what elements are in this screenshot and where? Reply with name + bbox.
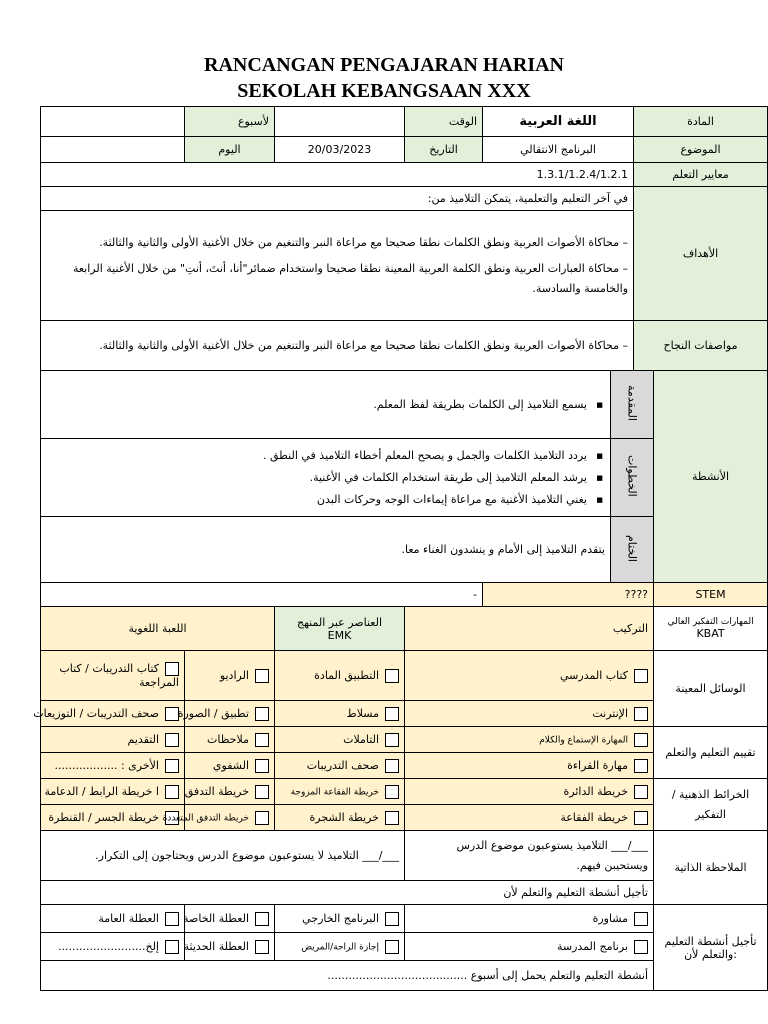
checkbox-icon[interactable] bbox=[385, 759, 399, 773]
aid-item-1[interactable] bbox=[405, 651, 654, 701]
aid-item-7[interactable] bbox=[177, 701, 275, 727]
kbat-col2-en: EMK bbox=[327, 628, 352, 642]
checkbox-icon[interactable] bbox=[165, 733, 179, 747]
map-item-4[interactable] bbox=[41, 779, 185, 805]
postpone-label-text: إلخ......................... bbox=[58, 939, 159, 953]
map-label-text: ا خريطة الرابط / الدعامة bbox=[44, 784, 159, 798]
checkbox-icon[interactable] bbox=[255, 912, 269, 926]
stem-value: ???? bbox=[483, 583, 654, 607]
info-blank-2 bbox=[41, 137, 185, 163]
time-value bbox=[275, 107, 405, 137]
checkbox-icon[interactable] bbox=[385, 785, 399, 799]
activity-side-steps: الخطوات bbox=[611, 439, 654, 517]
aid-label: صحف التدريبات / التوزيعات bbox=[33, 706, 159, 720]
assessment-item-5[interactable] bbox=[405, 753, 654, 779]
info-blank bbox=[41, 107, 185, 137]
date-value: 20/03/2023 bbox=[275, 137, 405, 163]
assessment-label-text: الأخرى : .................. bbox=[54, 758, 159, 772]
checkbox-icon[interactable] bbox=[255, 759, 269, 773]
stem-dash: - bbox=[41, 583, 483, 607]
checkbox-icon[interactable] bbox=[634, 912, 648, 926]
assessment-label: تقييم التعليم والتعلم bbox=[654, 727, 768, 779]
assessment-label-text: مهارة القراءة bbox=[567, 758, 629, 772]
week-label: لأسبوع bbox=[185, 107, 275, 137]
postpone-label-text: إجازة الراحة/المريض bbox=[301, 942, 379, 952]
kbat-label bbox=[654, 607, 768, 651]
map-label-text: خريطة الشجرة bbox=[309, 810, 379, 824]
postpone-label-text: العطلة الحديثة bbox=[183, 939, 249, 953]
checkbox-icon[interactable] bbox=[634, 669, 648, 683]
postpone-item-4[interactable] bbox=[41, 905, 185, 933]
activity-intro-item: ■ يسمع التلاميذ إلى الكلمات بطريقة لفظ المعلم. bbox=[46, 394, 587, 416]
activities-label: الأنشطة bbox=[654, 371, 768, 583]
assessment-label-text: المهارة الإستماع والكلام bbox=[539, 735, 629, 745]
postpone-item-5[interactable] bbox=[405, 933, 654, 961]
aid-label: الإنترنت bbox=[592, 706, 629, 720]
activity-closing: يتقدم التلاميذ إلى الأمام و ينشدون الغناء معا. bbox=[41, 517, 611, 583]
kbat-col2-ar: العناصر عبر المنهج bbox=[297, 615, 382, 629]
map-label-text: خريطة التدفق المتعددة bbox=[162, 813, 249, 823]
map-item-5[interactable] bbox=[405, 805, 654, 831]
postpone-label-text: البرنامج الخارجي bbox=[302, 911, 379, 925]
checkbox-icon[interactable] bbox=[165, 759, 179, 773]
postpone-item-1[interactable] bbox=[405, 905, 654, 933]
checkbox-icon[interactable] bbox=[634, 733, 648, 747]
map-label-text: خريطة الدائرة bbox=[563, 784, 629, 798]
lesson-plan-table bbox=[33, 106, 768, 991]
map-item-7[interactable] bbox=[162, 805, 275, 831]
checkbox-icon[interactable] bbox=[255, 785, 269, 799]
assessment-label-text: التاملات bbox=[343, 732, 379, 746]
learning-standard-value: 1.3.1/1.2.4/1.2.1 bbox=[41, 163, 634, 187]
reflection-postpone: تأجيل أنشطة التعليم والتعلم لأن bbox=[41, 881, 654, 905]
map-label-text: خريطة الفقاعة bbox=[560, 810, 629, 824]
map-item-2[interactable] bbox=[275, 779, 405, 805]
assessment-item-6[interactable] bbox=[275, 753, 405, 779]
assessment-item-8[interactable] bbox=[41, 753, 185, 779]
map-item-6[interactable] bbox=[275, 805, 405, 831]
aid-item-4[interactable] bbox=[41, 651, 185, 701]
map-label-text: خريطة الفقاعة المزوجة bbox=[290, 787, 379, 797]
reflection-label: الملاحظة الذاتية bbox=[654, 831, 768, 905]
postpone-item-3[interactable] bbox=[185, 905, 275, 933]
objective-item-1: – محاكاة الأصوات العربية ونطق الكلمات نطقا صحيحا مع مراعاة النبر والتنغيم من خلال الأغنية الأولى والثانية والثالثة. bbox=[99, 235, 629, 249]
kbat-label-en: KBAT bbox=[696, 627, 725, 640]
map-label-text: خريطة التدفق bbox=[184, 784, 249, 798]
maps-label: الخرائط الذهنية / التفكير bbox=[654, 779, 768, 831]
checkbox-icon[interactable] bbox=[385, 940, 399, 954]
kbat-col2 bbox=[275, 607, 405, 651]
topic-value: البرنامج الانتقالي bbox=[483, 137, 634, 163]
assessment-item-4[interactable] bbox=[41, 727, 185, 753]
aid-item-5[interactable] bbox=[405, 701, 654, 727]
subject-label: المادة bbox=[634, 107, 768, 137]
aid-label: مسلاط bbox=[346, 706, 379, 720]
checkbox-icon[interactable] bbox=[255, 811, 269, 825]
objectives-label: الأهداف bbox=[634, 187, 768, 321]
kbat-col3: اللعبة اللغوية bbox=[41, 607, 275, 651]
activity-step-2: ■ يرشد المعلم التلاميذ إلى طريقة استخدام الكلمات في الأغنية. bbox=[46, 467, 587, 489]
objective-item-2: – محاكاة العبارات العربية ونطق الكلمة العربية المعينة نطقا صحيحا واستخدام ضمائر"أنا، أنتَ، أنتِ" من خلال الأغنية الرابعة والخامسة والسادسة. bbox=[72, 261, 629, 295]
checkbox-icon[interactable] bbox=[634, 811, 648, 825]
postpone-item-6[interactable] bbox=[275, 933, 405, 961]
date-label: التاريخ bbox=[405, 137, 483, 163]
postpone-label-text: العطلة العامة bbox=[98, 911, 159, 925]
objectives-intro: في آخر التعليم والتعلمية، يتمكن التلاميذ من: bbox=[41, 187, 634, 211]
aid-item-3[interactable] bbox=[185, 651, 275, 701]
map-item-1[interactable] bbox=[405, 779, 654, 805]
checkbox-icon[interactable] bbox=[165, 662, 179, 676]
assessment-item-2[interactable] bbox=[275, 727, 405, 753]
learning-standard-label: معايير التعلم bbox=[634, 163, 768, 187]
assessment-item-1[interactable] bbox=[405, 727, 654, 753]
postpone-item-7[interactable] bbox=[185, 933, 275, 961]
postpone-label: تأجيل أنشطة التعليم والتعلم لأن: bbox=[654, 905, 768, 991]
aid-item-8[interactable] bbox=[33, 701, 185, 727]
reflection-right: ___/___ التلاميذ لا يستوعبون موضوع الدرس ويحتاجون إلى التكرار. bbox=[41, 831, 405, 881]
subject-value: اللغة العربية bbox=[483, 107, 634, 137]
success-criteria-label: مواصفات النجاح bbox=[634, 321, 768, 371]
success-criteria-text: – محاكاة الأصوات العربية ونطق الكلمات نطقا صحيحا مع مراعاة النبر والتنغيم من خلال الأغنية الأولى والثانية والثالثة. bbox=[41, 321, 634, 371]
checkbox-icon[interactable] bbox=[634, 707, 648, 721]
checkbox-icon[interactable] bbox=[165, 912, 179, 926]
checkbox-icon[interactable] bbox=[385, 811, 399, 825]
postpone-label-text: العطلة الخاصة bbox=[183, 911, 249, 925]
kbat-label-ar: المهارات التفكير العالي bbox=[667, 617, 754, 627]
aid-item-6[interactable] bbox=[275, 701, 405, 727]
activity-intro bbox=[41, 371, 611, 439]
postpone-label-text: برنامج المدرسة bbox=[557, 939, 629, 953]
checkbox-icon[interactable] bbox=[385, 912, 399, 926]
checkbox-icon[interactable] bbox=[634, 759, 648, 773]
topic-label: الموضوع bbox=[634, 137, 768, 163]
postpone-label-text: مشاورة bbox=[592, 911, 629, 925]
checkbox-icon[interactable] bbox=[634, 940, 648, 954]
activity-side-closing: الختام bbox=[611, 517, 654, 583]
activity-steps bbox=[41, 439, 611, 517]
checkbox-icon[interactable] bbox=[165, 785, 179, 799]
assessment-label-text: صحف التدريبات bbox=[306, 758, 379, 772]
checkbox-icon[interactable] bbox=[255, 669, 269, 683]
checkbox-icon[interactable] bbox=[255, 940, 269, 954]
postpone-item-8[interactable] bbox=[41, 933, 185, 961]
assessment-item-7[interactable] bbox=[185, 753, 275, 779]
aids-label: الوسائل المعينة bbox=[654, 651, 768, 727]
checkbox-icon[interactable] bbox=[634, 785, 648, 799]
assessment-label-text: التقديم bbox=[127, 732, 159, 746]
day-label: اليوم bbox=[185, 137, 275, 163]
document-title: RANCANGAN PENGAJARAN HARIAN bbox=[204, 54, 564, 76]
aid-label: التطبيق المادة bbox=[314, 668, 379, 682]
checkbox-icon[interactable] bbox=[385, 707, 399, 721]
stem-label: STEM bbox=[654, 583, 768, 607]
school-name: SEKOLAH KEBANGSAAN XXX bbox=[237, 80, 531, 102]
assessment-label-text: ملاحظات bbox=[207, 732, 249, 746]
postpone-footer: أنشطة التعليم والتعلم يحمل إلى أسبوع ........................................ bbox=[41, 961, 654, 991]
objectives-items bbox=[41, 211, 634, 321]
checkbox-icon[interactable] bbox=[385, 669, 399, 683]
assessment-item-3[interactable] bbox=[185, 727, 275, 753]
activity-step-3: ■ يغني التلاميذ الأغنية مع مراعاة إيماءات الوجه وحركات البدن bbox=[46, 489, 587, 511]
activity-step-1: ■ يردد التلاميذ الكلمات والجمل و يصحح المعلم أخطاء التلاميذ في النطق . bbox=[46, 445, 587, 467]
kbat-col1: التركيب bbox=[405, 607, 654, 651]
map-item-3[interactable] bbox=[185, 779, 275, 805]
checkbox-icon[interactable] bbox=[165, 940, 179, 954]
activity-side-intro: المقدمة bbox=[611, 371, 654, 439]
assessment-label-text: الشفوي bbox=[212, 758, 249, 772]
aid-label: الراديو bbox=[219, 668, 249, 682]
aid-label: كتاب المدرسي bbox=[560, 668, 629, 682]
checkbox-icon[interactable] bbox=[255, 707, 269, 721]
postpone-item-2[interactable] bbox=[275, 905, 405, 933]
checkbox-icon[interactable] bbox=[385, 733, 399, 747]
aid-item-2[interactable] bbox=[275, 651, 405, 701]
reflection-left: ___/___ التلاميذ يستوعبون موضوع الدرس ويستحيبن فيهم. bbox=[405, 831, 654, 881]
aid-label: كتاب التدريبات / كتاب المراجعة bbox=[59, 662, 179, 689]
aid-label: تطبيق / الصورة bbox=[177, 706, 249, 720]
map-label-text: خريطة الجسر / القنطرة bbox=[48, 810, 159, 824]
time-label: الوقت bbox=[405, 107, 483, 137]
checkbox-icon[interactable] bbox=[255, 733, 269, 747]
